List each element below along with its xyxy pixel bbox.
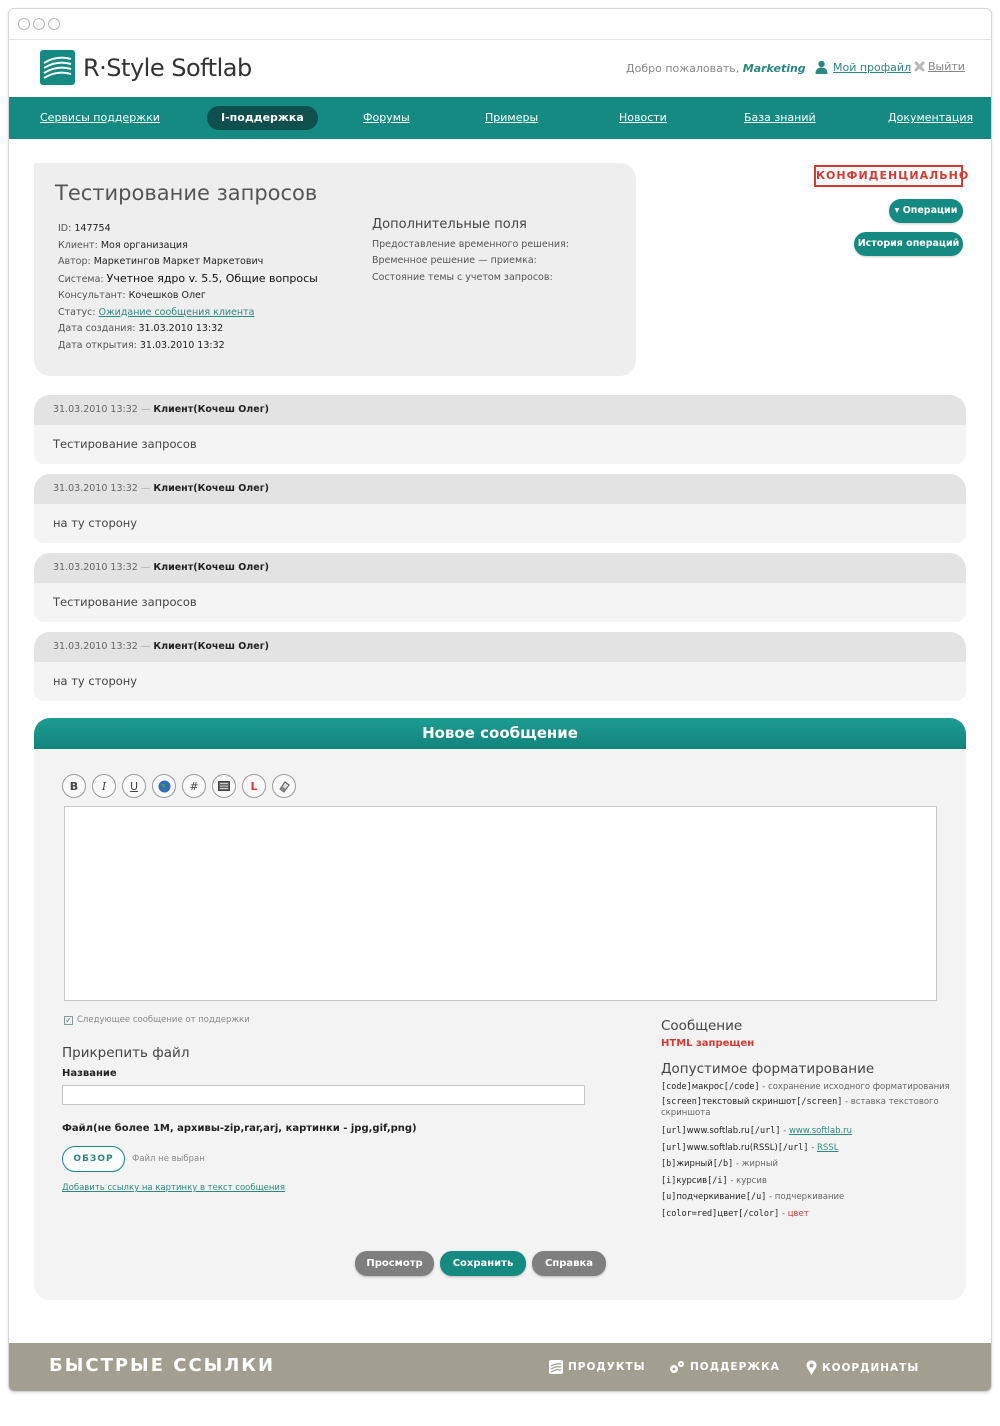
- message-item: [34, 395, 966, 464]
- gears-icon: [669, 1360, 685, 1374]
- message-item: [34, 632, 966, 701]
- footer-support-label[interactable]: ПОДДЕРЖКА: [690, 1361, 780, 1373]
- footer-support-link[interactable]: [669, 1360, 780, 1374]
- message-separator: —: [137, 562, 154, 573]
- message-item: [34, 553, 966, 622]
- tag-inner: текстовый скриншот: [701, 1097, 797, 1107]
- ticket-meta: [58, 221, 318, 354]
- ticket-author: Маркетингов Маркет Маркетович: [93, 256, 264, 267]
- history-button[interactable]: История операций: [854, 232, 963, 256]
- nav-support-services[interactable]: Сервисы поддержки: [40, 111, 160, 124]
- file-label: Файл(не более 1М, архивы-zip,rar,arj, картинки - jpg,gif,png): [62, 1123, 417, 1134]
- system-label: Система:: [58, 273, 104, 285]
- author-label: Автор:: [58, 256, 91, 267]
- ticket-consultant: Кочешков Олег: [128, 290, 206, 301]
- message-editor[interactable]: [64, 806, 937, 1001]
- id-label: ID:: [58, 223, 72, 234]
- message-text: Тестирование запросов: [53, 595, 197, 609]
- attach-file-title: Прикрепить файл: [62, 1045, 190, 1061]
- tag-inner: www.softlab.ru(RSSL): [686, 1142, 778, 1153]
- message-author: Клиент(Кочеш Олег): [153, 483, 270, 494]
- tag: [/url]: [777, 1142, 809, 1153]
- nav-knowledge-base[interactable]: База знаний: [744, 111, 816, 124]
- tag: [b]: [661, 1159, 677, 1169]
- underline-icon[interactable]: U: [122, 774, 146, 798]
- help-color-line: [661, 1206, 951, 1223]
- formatting-help: [661, 1016, 951, 1222]
- quick-links-title: БЫСТРЫЕ ССЫЛКИ: [49, 1355, 276, 1376]
- username: Marketing: [742, 62, 806, 75]
- tag: [u]: [661, 1192, 677, 1202]
- eraser-icon[interactable]: [272, 774, 296, 798]
- logout-link[interactable]: [914, 60, 965, 73]
- help-underline-line: [661, 1189, 951, 1206]
- window-minimize-dot[interactable]: [33, 18, 45, 30]
- site-header: [9, 40, 991, 97]
- message-author: Клиент(Кочеш Олег): [153, 641, 270, 652]
- tag: [/url]: [749, 1126, 781, 1136]
- tag-dash: -: [808, 1142, 817, 1153]
- bold-icon[interactable]: B: [62, 774, 86, 798]
- message-author: Клиент(Кочеш Олег): [153, 404, 270, 415]
- sample-url-link[interactable]: www.softlab.ru: [788, 1126, 853, 1136]
- tag: [/color]: [738, 1208, 780, 1219]
- tag: [/b]: [712, 1159, 734, 1169]
- extra-field: Состояние темы с учетом запросов:: [372, 271, 553, 283]
- message-date: 31.03.2010 13:32: [53, 641, 138, 652]
- checkbox-box[interactable]: ✓: [65, 1015, 72, 1025]
- consultant-label: Консультант:: [58, 290, 126, 301]
- tag-inner: макрос: [691, 1081, 724, 1092]
- message-date: 31.03.2010 13:32: [53, 483, 138, 494]
- nav-i-support[interactable]: I-поддержка: [207, 106, 318, 130]
- preview-button[interactable]: Просмотр: [355, 1251, 434, 1276]
- help-screen-line: [661, 1097, 951, 1119]
- save-button[interactable]: Сохранить: [440, 1251, 526, 1276]
- main-nav: [9, 97, 992, 139]
- ticket-system: Учетное ядро v. 5.5, Общие вопросы: [106, 271, 318, 285]
- user-icon: [815, 60, 828, 74]
- help-button[interactable]: Справка: [532, 1251, 606, 1276]
- help-url2-line: [661, 1140, 951, 1157]
- footer-products-link[interactable]: [549, 1360, 645, 1374]
- window-chrome: [9, 9, 991, 40]
- file-name-input[interactable]: [62, 1085, 585, 1105]
- eraser-glyph-icon: [278, 780, 291, 793]
- products-icon: [549, 1360, 563, 1374]
- italic-icon[interactable]: I: [92, 774, 116, 798]
- tag: [i]: [661, 1175, 677, 1186]
- sample-color-text: цвет: [787, 1208, 809, 1219]
- window-maximize-dot[interactable]: [48, 18, 60, 30]
- tag-desc: - подчеркивание: [766, 1192, 845, 1202]
- tag-inner: цвет: [717, 1208, 739, 1219]
- browser-window: [8, 8, 992, 1392]
- help-italic-line: [661, 1173, 951, 1190]
- message-text: Тестирование запросов: [53, 437, 197, 451]
- tag-inner: www.softlab.ru: [686, 1126, 750, 1136]
- extra-field: Временное решение — приемка:: [372, 255, 537, 266]
- nav-documentation[interactable]: Документация: [888, 111, 974, 124]
- html-forbidden: HTML запрещен: [661, 1038, 755, 1049]
- color-l-icon[interactable]: L: [242, 774, 266, 798]
- new-message-title: Новое сообщение: [34, 718, 966, 749]
- logout-label[interactable]: Выйти: [928, 60, 965, 73]
- message-date: 31.03.2010 13:32: [53, 562, 138, 573]
- message-author: Клиент(Кочеш Олег): [153, 562, 270, 573]
- ticket-client: Моя организация: [100, 239, 188, 251]
- message-separator: —: [137, 641, 154, 652]
- tag-inner: курсив: [676, 1175, 708, 1186]
- profile-label[interactable]: Мой профайл: [833, 60, 912, 74]
- message-item: [34, 474, 966, 543]
- welcome-text: [626, 62, 806, 75]
- tag-desc: - вставка текстового скриншота: [661, 1097, 939, 1118]
- ticket-title: Тестирование запросов: [55, 181, 318, 205]
- footer-products-label[interactable]: ПРОДУКТЫ: [568, 1361, 646, 1373]
- message-text: на ту сторону: [53, 674, 138, 688]
- ticket-opened: 31.03.2010 13:32: [139, 339, 225, 351]
- checkbox-label: Следующее сообщение от поддержки: [77, 1015, 250, 1025]
- new-message-panel: [34, 718, 966, 1300]
- nav-news[interactable]: Новости: [619, 111, 667, 124]
- tag: [url]: [661, 1126, 687, 1136]
- tag-inner: подчеркивание: [676, 1192, 746, 1202]
- tag-desc: - жирный: [733, 1159, 779, 1169]
- message-date: 31.03.2010 13:32: [53, 404, 138, 415]
- no-file-text: Файл не выбран: [132, 1154, 205, 1164]
- next-support-message-checkbox[interactable]: [64, 1015, 250, 1025]
- message-separator: —: [137, 483, 154, 494]
- extra-fields-title: Дополнительные поля: [372, 217, 527, 232]
- logo-mark-icon: [40, 50, 75, 85]
- footer-contacts-link[interactable]: [806, 1360, 919, 1375]
- profile-link[interactable]: [815, 60, 911, 74]
- window-close-dot[interactable]: [18, 18, 30, 30]
- map-pin-icon: [806, 1360, 817, 1375]
- add-image-link[interactable]: Добавить ссылку на картинку в текст сообщения: [62, 1183, 286, 1193]
- tag: [color=red]: [661, 1208, 718, 1219]
- tag: [screen]: [661, 1097, 702, 1107]
- opened-label: Дата открытия:: [58, 339, 137, 351]
- status-label: Статус:: [58, 306, 96, 318]
- tag-desc: - сохранение исходного форматирования: [759, 1081, 950, 1092]
- tag-inner: жирный: [676, 1159, 713, 1169]
- operations-button[interactable]: ▾ Операции: [889, 199, 963, 223]
- message-header: [34, 632, 966, 662]
- help-url-line: [661, 1123, 951, 1140]
- logo-text: R·Style Softlab: [83, 53, 252, 82]
- extra-field: Предоставление временного решения:: [372, 238, 569, 250]
- tag: [/u]: [745, 1192, 767, 1202]
- tag-desc: - курсив: [727, 1175, 767, 1186]
- message-separator: —: [137, 404, 154, 415]
- client-label: Клиент:: [58, 239, 98, 251]
- welcome-prefix: Добро пожаловать,: [626, 62, 743, 75]
- tag: [url]: [661, 1142, 687, 1153]
- help-code-line: [661, 1079, 951, 1096]
- ticket-created: 31.03.2010 13:32: [138, 323, 224, 334]
- browse-button[interactable]: ОБЗОР: [62, 1146, 125, 1172]
- screen-glyph-icon: [218, 781, 230, 791]
- message-text: на ту сторону: [53, 516, 138, 530]
- message-header: [34, 474, 966, 504]
- file-name-label: Название: [62, 1068, 117, 1079]
- message-header: [34, 553, 966, 583]
- nav-examples[interactable]: Примеры: [485, 111, 539, 124]
- tag: [/code]: [723, 1081, 760, 1092]
- formatting-toolbar: [62, 774, 302, 798]
- tag: [code]: [661, 1081, 692, 1092]
- logout-cross-icon: [914, 61, 925, 72]
- ticket-status-link[interactable]: Ожидание сообщения клиента: [98, 306, 255, 318]
- code-hash-icon[interactable]: #: [182, 774, 206, 798]
- extra-fields: [372, 217, 569, 286]
- footer: [9, 1343, 992, 1392]
- tag-dash: -: [779, 1208, 788, 1219]
- nav-forums[interactable]: Форумы: [363, 111, 410, 124]
- globe-icon: [158, 780, 171, 793]
- globe-link-icon[interactable]: [152, 774, 176, 798]
- confidential-stamp: КОНФИДЕНЦИАЛЬНО: [814, 165, 963, 187]
- tag: [/i]: [707, 1175, 728, 1186]
- help-message-title: Сообщение: [661, 1018, 743, 1034]
- screen-icon[interactable]: [212, 774, 236, 798]
- footer-contacts-label[interactable]: КООРДИНАТЫ: [822, 1361, 920, 1374]
- created-label: Дата создания:: [58, 323, 136, 334]
- tag-dash: -: [780, 1126, 789, 1136]
- logo[interactable]: [40, 50, 252, 85]
- help-bold-line: [661, 1156, 951, 1173]
- help-format-title: Допустимое форматирование: [661, 1060, 875, 1077]
- ticket-card: [34, 163, 636, 376]
- ticket-id: 147754: [74, 223, 111, 234]
- message-header: [34, 395, 966, 425]
- tag: [/screen]: [796, 1097, 843, 1107]
- sample-rssl-link[interactable]: RSSL: [817, 1142, 839, 1153]
